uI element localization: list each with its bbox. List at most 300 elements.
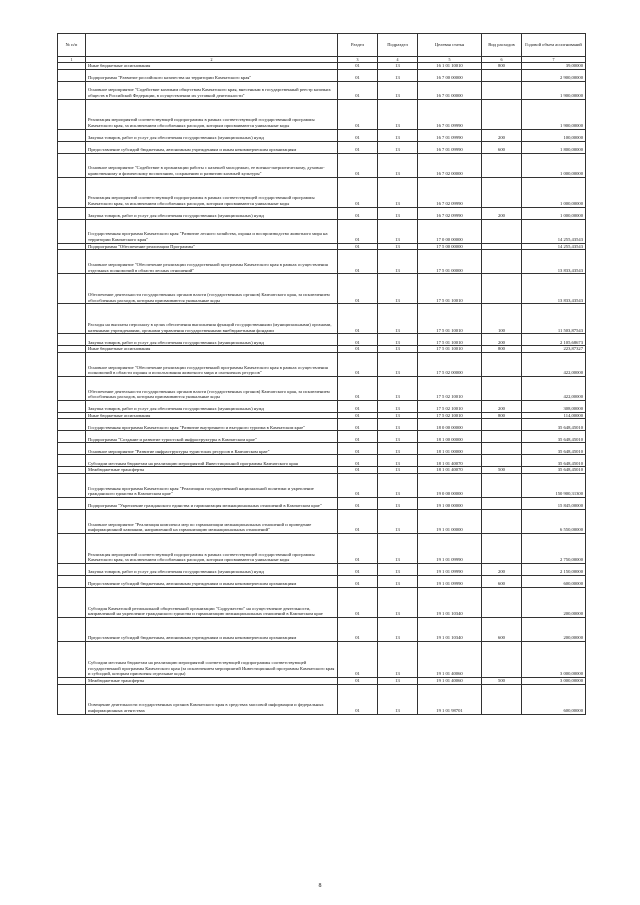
row-expense-type-cell [482,455,522,467]
row-target-article-cell: 18 1 01 40070 [418,467,482,474]
column-number: 7 [522,57,586,63]
row-name-cell: Предоставление субсидий бюджетным, автономным учреждениям и иным некоммерческим организациям [86,617,338,641]
row-podrazdel-cell: 13 [378,376,418,400]
row-amount-cell: 1 000,00000 [522,207,586,219]
row-amount-cell: 200,00000 [522,587,586,617]
row-razdel-cell: 01 [338,153,378,177]
table-row [58,376,586,400]
row-amount-cell: 308,00000 [522,400,586,412]
table-row [58,587,586,617]
header-razdel: Раздел [338,34,378,57]
row-amount-cell: 6 550,00000 [522,509,586,533]
header-target-article: Целевая статья [418,34,482,57]
row-amount-cell: 1 900,00000 [522,81,586,99]
row-podrazdel-cell: 13 [378,509,418,533]
table-row [58,274,586,304]
row-name-cell: Закупка товаров, работ и услуг для обеспечения государственных (муниципальных) нужд [86,129,338,141]
column-number: 6 [482,57,522,63]
row-name-cell: Освещение деятельности государственных органов Камчатского края в средствах массовой информации и федеральных информационных агентствах [86,684,338,714]
row-podrazdel-cell: 13 [378,455,418,467]
row-target-article-cell: 19 1 01 40060 [418,641,482,677]
header-podrazdel: Подраздел [378,34,418,57]
row-podrazdel-cell: 13 [378,467,418,474]
row-podrazdel-cell: 13 [378,412,418,419]
row-podrazdel-cell: 13 [378,219,418,243]
table-row [58,575,586,587]
row-number-cell [58,575,86,587]
row-amount-cell: 35 648,45010 [522,455,586,467]
row-target-article-cell: 17 5 01 10010 [418,334,482,346]
row-razdel-cell: 01 [338,274,378,304]
table-row [58,641,586,677]
row-number-cell [58,334,86,346]
row-razdel-cell: 01 [338,509,378,533]
table-row [58,352,586,376]
row-amount-cell: 600,00000 [522,575,586,587]
table-row [58,250,586,274]
table-row [58,81,586,99]
row-amount-cell: 422,00000 [522,352,586,376]
row-amount-cell: 35 648,45010 [522,431,586,443]
row-razdel-cell: 01 [338,587,378,617]
row-name-cell: Подпрограмма "Обеспечение реализации Программы" [86,243,338,250]
row-podrazdel-cell: 13 [378,575,418,587]
row-number-cell [58,473,86,497]
row-target-article-cell: 17 5 01 00000 [418,250,482,274]
row-podrazdel-cell: 13 [378,99,418,129]
table-row [58,677,586,684]
row-number-cell [58,99,86,129]
table-row [58,304,586,334]
row-amount-cell: 1 800,00000 [522,141,586,153]
row-name-cell: Обеспечение деятельности государственных органов власти (государственных органов) Камчатского края, за исключением обособленных расходов, которым присваиваются уникальные коды [86,274,338,304]
row-razdel-cell: 01 [338,684,378,714]
row-podrazdel-cell: 13 [378,641,418,677]
row-expense-type-cell [482,431,522,443]
row-target-article-cell: 17 5 01 10010 [418,346,482,353]
row-podrazdel-cell: 13 [378,304,418,334]
row-razdel-cell: 01 [338,376,378,400]
row-expense-type-cell [482,376,522,400]
table-row [58,334,586,346]
row-podrazdel-cell: 13 [378,274,418,304]
row-target-article-cell: 17 5 02 00000 [418,352,482,376]
row-expense-type-cell [482,219,522,243]
row-name-cell: Государственная программа Камчатского края "Развитие внутреннего и въездного туризма в Камчатском крае" [86,419,338,431]
row-razdel-cell: 01 [338,617,378,641]
row-target-article-cell: 19 1 01 10340 [418,617,482,641]
row-target-article-cell: 16 7 02 09990 [418,177,482,207]
row-name-cell: Предоставление субсидий бюджетным, автономным учреждениям и иным некоммерческим организациям [86,141,338,153]
row-target-article-cell: 19 1 01 00000 [418,509,482,533]
row-expense-type-cell [482,99,522,129]
row-expense-type-cell: 800 [482,346,522,353]
row-number-cell [58,641,86,677]
row-target-article-cell: 19 1 01 10340 [418,587,482,617]
row-target-article-cell: 16 1 01 10010 [418,63,482,70]
row-amount-cell: 15 845,00000 [522,497,586,509]
table-row [58,412,586,419]
row-podrazdel-cell: 13 [378,250,418,274]
row-name-cell: Основное мероприятие "Обеспечение реализации государственной программы Камчатского края в рамках осуществления полномочий в области охраны и использования животного мира и охотничьих ресурсов" [86,352,338,376]
row-number-cell [58,419,86,431]
row-name-cell: Иные бюджетные ассигнования [86,346,338,353]
table-row [58,243,586,250]
row-amount-cell: 2 105,68673 [522,334,586,346]
table-row [58,509,586,533]
row-name-cell: Предоставление субсидий бюджетным, автономным учреждениям и иным некоммерческим организациям [86,575,338,587]
row-amount-cell: 100,00000 [522,129,586,141]
row-number-cell [58,467,86,474]
row-podrazdel-cell: 13 [378,141,418,153]
row-number-cell [58,69,86,81]
row-name-cell: Межбюджетные трансферты [86,677,338,684]
page-number: 8 [318,883,322,889]
row-razdel-cell: 01 [338,412,378,419]
table-row [58,455,586,467]
row-number-cell [58,497,86,509]
row-target-article-cell: 18 0 00 00000 [418,419,482,431]
row-number-cell [58,431,86,443]
row-expense-type-cell [482,473,522,497]
row-razdel-cell: 01 [338,419,378,431]
row-number-cell [58,509,86,533]
column-number: 2 [86,57,338,63]
table-row [58,141,586,153]
row-name-cell: Закупка товаров, работ и услуг для обеспечения государственных (муниципальных) нужд [86,563,338,575]
row-razdel-cell: 01 [338,304,378,334]
row-expense-type-cell: 200 [482,207,522,219]
row-name-cell: Подпрограмма "Создание и развитие туристской инфраструктуры в Камчатском крае" [86,431,338,443]
row-expense-type-cell [482,587,522,617]
row-podrazdel-cell: 13 [378,677,418,684]
row-expense-type-cell [482,69,522,81]
row-razdel-cell: 01 [338,207,378,219]
row-podrazdel-cell: 13 [378,129,418,141]
row-target-article-cell: 18 1 00 00000 [418,431,482,443]
row-number-cell [58,677,86,684]
row-podrazdel-cell: 13 [378,587,418,617]
row-razdel-cell: 01 [338,455,378,467]
table-row [58,617,586,641]
row-target-article-cell: 19 0 00 00000 [418,473,482,497]
row-expense-type-cell: 600 [482,617,522,641]
row-name-cell: Иные бюджетные ассигнования [86,63,338,70]
row-expense-type-cell: 500 [482,677,522,684]
row-razdel-cell: 01 [338,129,378,141]
row-podrazdel-cell: 13 [378,207,418,219]
row-expense-type-cell [482,81,522,99]
row-amount-cell: 600,00000 [522,684,586,714]
row-name-cell: Закупка товаров, работ и услуг для обеспечения государственных (муниципальных) нужд [86,400,338,412]
row-expense-type-cell: 200 [482,129,522,141]
row-expense-type-cell [482,443,522,455]
row-razdel-cell: 01 [338,443,378,455]
budget-table [57,33,586,715]
table-row [58,69,586,81]
row-amount-cell: 200,00000 [522,617,586,641]
row-name-cell: Подпрограмма "Развитие российского казачества на территории Камчатского края" [86,69,338,81]
row-number-cell [58,587,86,617]
row-number-cell [58,153,86,177]
table-row [58,467,586,474]
row-podrazdel-cell: 13 [378,443,418,455]
row-name-cell: Расходы на выплаты персоналу в целях обеспечения выполнения функций государственными (муниципальными) органами, казенными учреждениями, органами управления государственными внебюджетными фондами [86,304,338,334]
row-amount-cell: 13 833,43543 [522,274,586,304]
header-row [58,34,586,57]
row-expense-type-cell: 200 [482,563,522,575]
row-amount-cell: 2 900,00000 [522,69,586,81]
row-podrazdel-cell: 13 [378,473,418,497]
row-amount-cell: 35 648,45010 [522,443,586,455]
row-expense-type-cell: 800 [482,63,522,70]
row-number-cell [58,81,86,99]
row-number-cell [58,352,86,376]
row-podrazdel-cell: 13 [378,243,418,250]
row-razdel-cell: 01 [338,467,378,474]
row-target-article-cell: 19 1 00 00000 [418,497,482,509]
row-amount-cell: 11 503,87543 [522,304,586,334]
row-target-article-cell: 17 5 01 10010 [418,274,482,304]
row-amount-cell: 150 900,31300 [522,473,586,497]
row-name-cell: Государственная программа Камчатского края "Реализация государственной национальной политики и укрепление гражданского единства в Камчатском крае" [86,473,338,497]
row-target-article-cell: 16 7 00 00000 [418,69,482,81]
row-podrazdel-cell: 13 [378,63,418,70]
row-razdel-cell: 01 [338,243,378,250]
column-number: 1 [58,57,86,63]
table-row [58,431,586,443]
table-row [58,153,586,177]
row-amount-cell: 13 833,43543 [522,250,586,274]
row-razdel-cell: 01 [338,141,378,153]
row-name-cell: Межбюджетные трансферты [86,467,338,474]
row-name-cell: Иные бюджетные ассигнования [86,412,338,419]
header-num: № п/п [58,34,86,57]
row-name-cell: Субсидии местным бюджетам на реализацию мероприятий соответствующей подпрограммы соответствующей государственной программы Камчатского края (за исключением мероприятий Инвестиционной программы Камчатского края и субсидий, которым присвоены отдельные коды) [86,641,338,677]
row-podrazdel-cell: 13 [378,684,418,714]
row-target-article-cell: 16 7 01 09990 [418,99,482,129]
column-number: 3 [338,57,378,63]
row-number-cell [58,243,86,250]
row-name-cell: Субсидия Камчатской региональной общественной организации "Содружество" на осуществление деятельности, направленной на укрепление гражданского единства и гармонизацию межнациональных отношений в Камчатском крае [86,587,338,617]
row-number-cell [58,400,86,412]
row-podrazdel-cell: 13 [378,419,418,431]
table-row [58,177,586,207]
table-row [58,533,586,563]
row-number-cell [58,563,86,575]
row-name-cell: Реализация мероприятий соответствующей подпрограммы в рамках соответствующей государственной программы Камчатского края, за исключением обособленных расходов, которым присваиваются уникальные коды [86,533,338,563]
row-number-cell [58,207,86,219]
row-target-article-cell: 16 7 01 09990 [418,141,482,153]
row-target-article-cell: 18 1 01 40070 [418,455,482,467]
row-target-article-cell: 19 1 01 40060 [418,677,482,684]
row-name-cell: Субсидии местным бюджетам на реализацию мероприятий Инвестиционной программы Камчатского края [86,455,338,467]
row-podrazdel-cell: 13 [378,497,418,509]
row-amount-cell: 1 000,00000 [522,177,586,207]
row-target-article-cell: 16 7 01 00000 [418,81,482,99]
row-amount-cell: 1 900,00000 [522,99,586,129]
row-target-article-cell: 17 0 00 00000 [418,219,482,243]
row-target-article-cell: 19 1 01 09990 [418,533,482,563]
row-number-cell [58,533,86,563]
row-amount-cell: 223,87327 [522,346,586,353]
row-number-cell [58,376,86,400]
row-amount-cell: 2 750,00000 [522,533,586,563]
table-body [58,63,586,715]
table-row [58,207,586,219]
row-razdel-cell: 01 [338,533,378,563]
row-number-cell [58,412,86,419]
row-podrazdel-cell: 13 [378,346,418,353]
row-razdel-cell: 01 [338,352,378,376]
budget-document [57,33,585,715]
row-number-cell [58,684,86,714]
row-amount-cell: 422,00000 [522,376,586,400]
row-number-cell [58,63,86,70]
table-row [58,129,586,141]
row-razdel-cell: 01 [338,497,378,509]
row-amount-cell: 14 255,43543 [522,219,586,243]
row-amount-cell: 35 648,45010 [522,467,586,474]
row-razdel-cell: 01 [338,641,378,677]
row-podrazdel-cell: 13 [378,400,418,412]
row-name-cell: Государственная программа Камчатского края "Развитие лесного хозяйства, охрана и воспроизводство животного мира на территории Камчатского края" [86,219,338,243]
row-expense-type-cell [482,153,522,177]
row-target-article-cell: 16 7 02 00000 [418,153,482,177]
row-name-cell: Основное мероприятие "Содействие в организации работы с казачьей молодежью, ее военно-патриотическому, духовно-нравственному и физическому воспитанию, сохранению и развитию казачьей культуры" [86,153,338,177]
row-amount-cell: 39,00000 [522,63,586,70]
row-number-cell [58,129,86,141]
row-number-cell [58,219,86,243]
row-podrazdel-cell: 13 [378,81,418,99]
row-target-article-cell: 19 1 01 09990 [418,575,482,587]
row-podrazdel-cell: 13 [378,533,418,563]
table-row [58,346,586,353]
row-name-cell: Обеспечение деятельности государственных органов власти (государственных органов) Камчатского края, за исключением обособленных расходов, которым присваиваются уникальные коды [86,376,338,400]
row-podrazdel-cell: 13 [378,431,418,443]
row-number-cell [58,443,86,455]
header-expense-type: Вид расходов [482,34,522,57]
row-target-article-cell: 18 1 01 00000 [418,443,482,455]
row-number-cell [58,455,86,467]
row-podrazdel-cell: 13 [378,563,418,575]
row-razdel-cell: 01 [338,219,378,243]
row-podrazdel-cell: 13 [378,334,418,346]
table-row [58,400,586,412]
row-podrazdel-cell: 13 [378,352,418,376]
row-expense-type-cell: 200 [482,400,522,412]
row-number-cell [58,141,86,153]
row-razdel-cell: 01 [338,250,378,274]
row-razdel-cell: 01 [338,400,378,412]
row-number-cell [58,177,86,207]
row-number-cell [58,274,86,304]
row-target-article-cell: 17 5 01 10010 [418,304,482,334]
row-expense-type-cell [482,250,522,274]
row-amount-cell: 114,00000 [522,412,586,419]
row-podrazdel-cell: 13 [378,617,418,641]
row-expense-type-cell [482,497,522,509]
table-row [58,684,586,714]
row-razdel-cell: 01 [338,346,378,353]
row-name-cell: Основное мероприятие "Развитие инфраструктуры туристских ресурсов в Камчатском крае" [86,443,338,455]
table-row [58,419,586,431]
row-razdel-cell: 01 [338,473,378,497]
row-target-article-cell: 17 5 02 10010 [418,412,482,419]
row-razdel-cell: 01 [338,69,378,81]
row-target-article-cell: 16 7 02 09990 [418,207,482,219]
row-number-cell [58,250,86,274]
table-row [58,443,586,455]
table-row [58,497,586,509]
column-number: 4 [378,57,418,63]
row-number-cell [58,617,86,641]
row-target-article-cell: 16 7 01 09990 [418,129,482,141]
row-expense-type-cell: 200 [482,334,522,346]
row-expense-type-cell [482,641,522,677]
row-podrazdel-cell: 13 [378,153,418,177]
row-amount-cell: 2 150,00000 [522,563,586,575]
row-target-article-cell: 17 5 02 10010 [418,400,482,412]
row-target-article-cell: 17 5 02 10010 [418,376,482,400]
row-expense-type-cell [482,243,522,250]
row-expense-type-cell [482,419,522,431]
row-expense-type-cell [482,274,522,304]
row-podrazdel-cell: 13 [378,177,418,207]
table-row [58,563,586,575]
row-razdel-cell: 01 [338,177,378,207]
row-razdel-cell: 01 [338,334,378,346]
row-expense-type-cell [482,177,522,207]
row-razdel-cell: 01 [338,677,378,684]
row-amount-cell: 14 255,43543 [522,243,586,250]
header-name [86,34,338,57]
row-expense-type-cell [482,684,522,714]
table-row [58,219,586,243]
row-expense-type-cell: 100 [482,304,522,334]
row-target-article-cell: 19 1 01 09990 [418,563,482,575]
row-razdel-cell: 01 [338,81,378,99]
row-number-cell [58,304,86,334]
row-amount-cell: 35 648,45010 [522,419,586,431]
table-row [58,63,586,70]
row-razdel-cell: 01 [338,575,378,587]
row-name-cell: Реализация мероприятий соответствующей подпрограммы в рамках соответствующей государственной программы Камчатского края, за исключением обособленных расходов, которым присваиваются уникальные коды [86,177,338,207]
row-amount-cell: 3 000,00000 [522,641,586,677]
row-expense-type-cell [482,509,522,533]
header-annual-volume: Годовой объем ассигнований [522,34,586,57]
row-name-cell: Основное мероприятие "Реализация комплекса мер по гармонизации межнациональных отношений и проведение информационной кампании, направленной на гармонизацию межнациональных отношений" [86,509,338,533]
row-expense-type-cell: 500 [482,467,522,474]
row-name-cell: Закупка товаров, работ и услуг для обеспечения государственных (муниципальных) нужд [86,207,338,219]
row-name-cell: Реализация мероприятий соответствующей подпрограммы в рамках соответствующей государственной программы Камчатского края, за исключением обособленных расходов, которым присваиваются уникальные коды [86,99,338,129]
row-razdel-cell: 01 [338,99,378,129]
row-amount-cell: 3 000,00000 [522,677,586,684]
column-number: 5 [418,57,482,63]
table-row [58,99,586,129]
row-razdel-cell: 01 [338,563,378,575]
row-expense-type-cell [482,533,522,563]
row-podrazdel-cell: 13 [378,69,418,81]
row-expense-type-cell [482,352,522,376]
row-target-article-cell: 17 5 00 00000 [418,243,482,250]
row-name-cell: Подпрограмма "Укрепление гражданского единства и гармонизация межнациональных отношений в Камчатском крае" [86,497,338,509]
row-expense-type-cell: 600 [482,575,522,587]
row-name-cell: Закупка товаров, работ и услуг для обеспечения государственных (муниципальных) нужд [86,334,338,346]
row-amount-cell: 1 000,00000 [522,153,586,177]
table-row [58,473,586,497]
row-name-cell: Основное мероприятие "Содействие казачьим обществам Камчатского края, внесенным в государственный реестр казачьих обществ в Российской Федерации, в осуществлении их уставной деятельности" [86,81,338,99]
